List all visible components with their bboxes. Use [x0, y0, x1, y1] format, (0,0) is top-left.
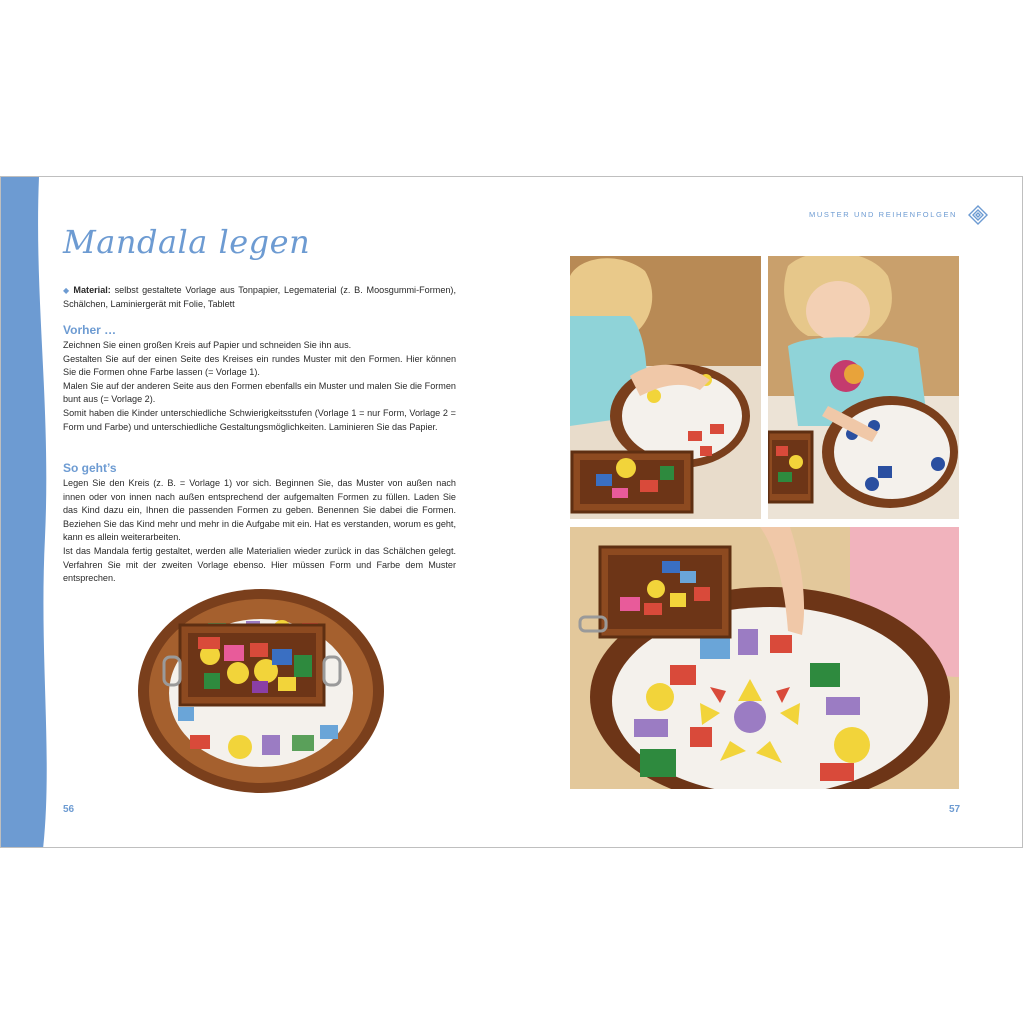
page-title: Mandala legen	[63, 223, 311, 261]
page-number-right: 57	[949, 804, 961, 815]
section-body-so-gehts	[63, 477, 456, 586]
section-body-vorher	[63, 339, 456, 434]
paragraph: Malen Sie auf der anderen Seite aus den Formen ebenfalls ein Muster und malen Sie die Formen bunt aus (= Vorlage 2).	[63, 380, 456, 405]
photo-child-placing-shapes	[570, 256, 761, 519]
section-heading-vorher: Vorher …	[63, 323, 117, 337]
diamond-bullet-icon: ◆	[63, 286, 71, 295]
paragraph: Ist das Mandala fertig gestaltet, werden alle Materialien wieder zurück in das Schälchen gelegt. Verfahren Sie mit der zweiten Vorlage ebenso. Hier müssen Form und Farbe dem Muster entsprechen.	[63, 545, 456, 584]
running-header: MUSTER UND REIHENFOLGEN	[809, 210, 958, 219]
paragraph: Somit haben die Kinder unterschiedliche Schwierigkeitsstufen (Vorlage 1 = nur Form, Vorlage 2 = Form und Farbe) und unterschiedliche Gestaltungsmöglichkeiten. Laminieren Sie das Papier.	[63, 407, 456, 432]
material-paragraph	[63, 284, 456, 311]
photo-tray-with-shapes	[134, 585, 388, 797]
paragraph: Zeichnen Sie einen großen Kreis auf Papier und schneiden Sie ihn aus.	[63, 340, 352, 350]
right-page	[513, 177, 1023, 848]
paragraph: Legen Sie den Kreis (z. B. = Vorlage 1) vor sich. Beginnen Sie, das Muster von außen nach innen oder von innen nach außen entsprechend der aufgemalten Formen zu füllen. Laden Sie das Kind dazu ein, Ihnen die passenden Formen zu geben. Benennen Sie dabei die Formen. Beziehen Sie das Kind mehr und mehr in die Aufgabe mit ein. Hat es verstanden, worum es geht, kann es allein weiterarbeiten.	[63, 478, 456, 543]
photo-colored-mandala	[570, 527, 959, 789]
left-page	[1, 177, 513, 848]
book-spread	[0, 176, 1023, 848]
section-heading-so-gehts: So geht’s	[63, 461, 117, 475]
material-label: Material:	[73, 285, 111, 295]
decorative-wave-band	[1, 177, 61, 848]
paragraph: Gestalten Sie auf der einen Seite des Kreises ein rundes Muster mit den Formen. Hier können Sie die Formen ohne Farbe lassen (= Vorlage 1).	[63, 353, 456, 378]
page-number-left: 56	[63, 804, 75, 815]
material-text: selbst gestaltete Vorlage aus Tonpapier, Legematerial (z. B. Moosgummi-Formen), Schälchen, Laminiergerät mit Folie, Tablett	[63, 285, 456, 309]
photo-child-blue-shapes	[768, 256, 959, 519]
diamond-pattern-icon	[968, 205, 988, 225]
